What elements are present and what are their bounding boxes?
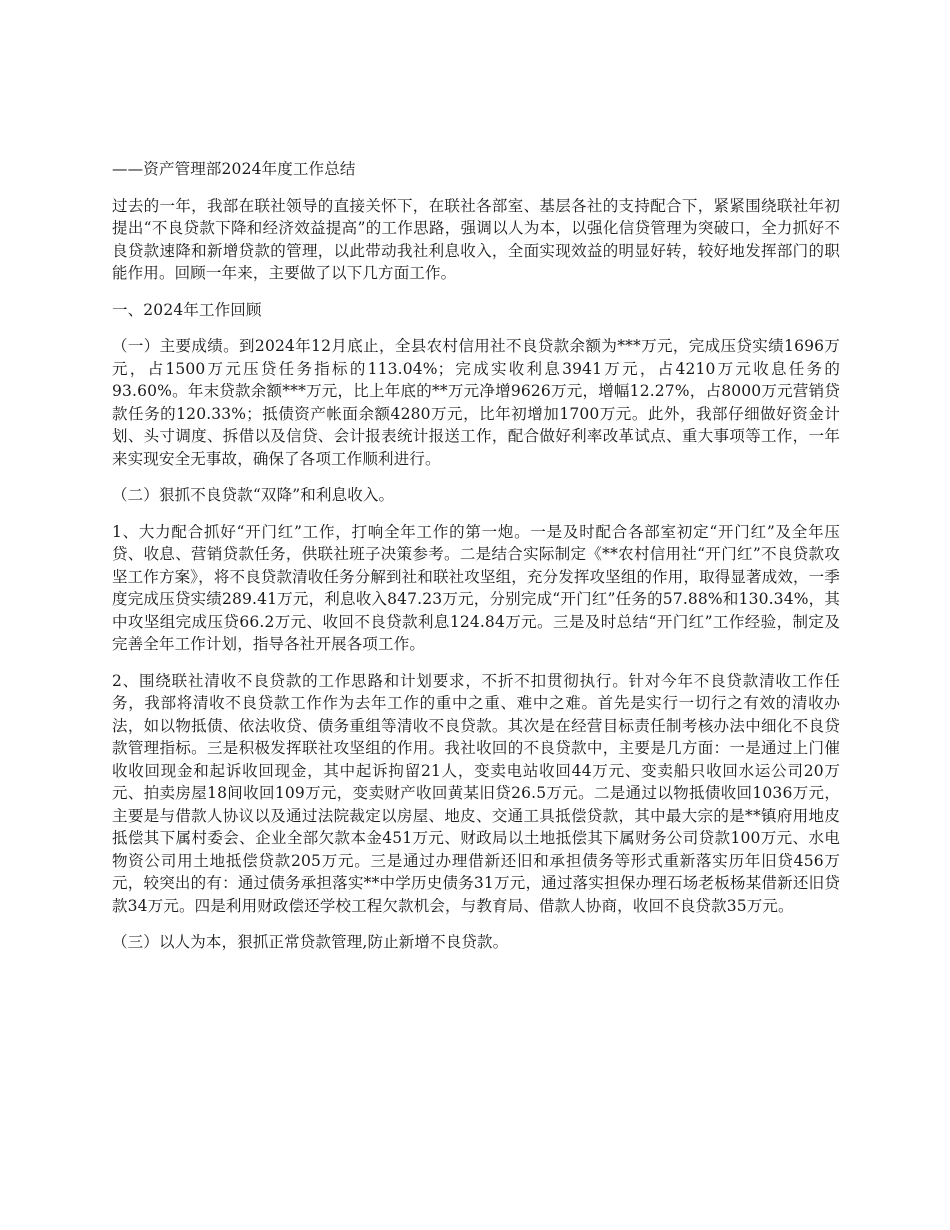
achievements-paragraph: （一）主要成绩。到2024年12月底止，全县农村信用社不良贷款余额为***万元，完成压贷实绩1696万元，占1500万元压贷任务指标的113.04%；完成实收利息3941万元，占4210万元收息任务的93.60%。年末贷款余额***万元，比上年底的**万元净增9626万元，增幅12.27%，占8000万元营销贷款任务的120.33%；抵债资产帐面余额4280万元，比年初增加1700万元。此外，我部仔细做好资金计划、头寸调度、拆借以及信贷、会计报表统计报送工作，配合做好利率改革试点、重大事项等工作，一年来实现安全无事故，确保了各项工作顺利进行。 (112, 337, 840, 468)
subsection-heading-double-reduction: （二）狠抓不良贷款“双降”和利息收入。 (112, 486, 395, 504)
opening-success-paragraph: 1、大力配合抓好“开门红”工作，打响全年工作的第一炮。一是及时配合各部室初定“开门红”及全年压贷、收息、营销贷款任务，供联社班子决策参考。二是结合实际制定《**农村信用社“开门红”不良贷款攻坚工作方案》，将不良贷款清收任务分解到社和联社攻坚组，充分发挥攻坚组的作用，取得显著成效，一季度完成压贷实绩289.41万元，利息收入847.23万元，分别完成“开门红”任务的57.88%和130.34%，其中攻坚组完成压贷66.2万元、收回不良贷款利息124.84万元。三是及时总结“开门红”工作经验，制定及完善全年工作计划，指导各社开展各项工作。 (112, 522, 840, 653)
document-subtitle: ——资产管理部2024年度工作总结 (112, 160, 356, 178)
section-heading-review: 一、2024年工作回顾 (112, 300, 262, 319)
loan-recovery-paragraph: 2、围绕联社清收不良贷款的工作思路和计划要求，不折不扣贯彻执行。针对今年不良贷款清收工作任务，我部将清收不良贷款工作作为去年工作的重中之重、难中之难。首先是实行一切行之有效的清收办法，如以物抵债、依法收贷、债务重组等清收不良贷款。其次是在经营目标责任制考核办法中细化不良贷款管理指标。三是积极发挥联社攻坚组的作用。我社收回的不良贷款中，主要是几方面：一是通过上门催收收回现金和起诉收回现金，其中起诉拘留21人，变卖电站收回44万元、变卖船只收回水运公司20万元、拍卖房屋18间收回109万元，变卖财产收回黄某旧贷26.5万元。二是通过以物抵债收回1036万元，主要是与借款人协议以及通过法院裁定以房屋、地皮、交通工具抵偿贷款，其中最大宗的是**镇府用地皮抵偿其下属村委会、企业全部欠款本金451万元、财政局以土地抵偿其下属财务公司贷款100万元、水电物资公司用土地抵偿贷款205万元。三是通过办理借新还旧和承担债务等形式重新落实历年旧贷456万元，较突出的有：通过债务承担落实**中学历史债务31万元，通过落实担保办理石场老板杨某借新还旧贷款34万元。四是利用财政偿还学校工程欠款机会，与教育局、借款人协商，收回不良贷款35万元。 (112, 671, 840, 915)
intro-paragraph: 过去的一年，我部在联社领导的直接关怀下，在联社各部室、基层各社的支持配合下，紧紧围绕联社年初提出“不良贷款下降和经济效益提高”的工作思路，强调以人为本，以强化信贷管理为突破口，全力抓好不良贷款速降和新增贷款的管理，以此带动我社利息收入，全面实现效益的明显好转，较好地发挥部门的职能作用。回顾一年来，主要做了以下几方面工作。 (112, 196, 840, 282)
document-page (112, 158, 840, 968)
subsection-heading-loan-management: （三）以人为本，狠抓正常贷款管理,防止新增不良贷款。 (112, 933, 509, 951)
